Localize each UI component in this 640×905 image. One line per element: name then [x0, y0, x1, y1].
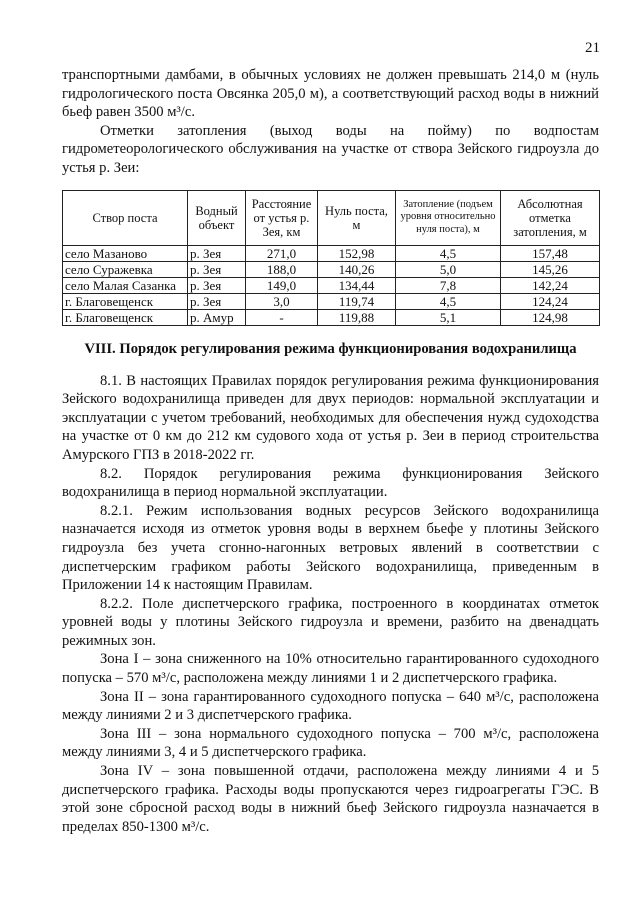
page-number: 21 — [585, 40, 600, 56]
cell-distance: 188,0 — [246, 261, 318, 277]
cell-distance: 149,0 — [246, 277, 318, 293]
paragraph-zone-1: Зона I – зона сниженного на 10% относительно гарантированного судоходного попуска – 570 м³/с, расположена между линиями 1 и 2 диспетчерского графика. — [62, 651, 599, 687]
table-row — [63, 245, 600, 261]
paragraph-zone-3: Зона III – зона нормального судоходного попуска – 700 м³/с, расположена между линиями 3, 4 и 5 диспетчерского графика. — [62, 725, 599, 761]
paragraph-8-1: 8.1. В настоящих Правилах порядок регулирования режима функционирования Зейского водохранилища приведен для двух периодов: нормальной эксплуатации и эксплуатации с учетом требований, необходимых для обеспечения нужд судоходства на участке от 0 км до 212 км судового хода от устья р. Зеи в период строительства Амурского ГПЗ в 2018-2022 гг. — [62, 372, 599, 463]
table-row — [63, 277, 600, 293]
cell-flooding: 5,1 — [396, 309, 501, 325]
table-row — [63, 261, 600, 277]
cell-water-body: р. Зея — [188, 261, 246, 277]
intro-paragraph-1: транспортными дамбами, в обычных условиях не должен превышать 214,0 м (нуль гидрологического поста Овсянка 205,0 м), а соответствующий расход воды в нижний бьеф равен 3500 м³/с. — [62, 67, 599, 121]
cell-zero: 152,98 — [318, 245, 396, 261]
header-station: Створ поста — [63, 190, 188, 245]
cell-station: село Мазаново — [63, 245, 188, 261]
cell-absolute: 157,48 — [501, 245, 600, 261]
intro-paragraph-2: Отметки затопления (выход воды на пойму) по водпостам гидрометеорологического обслуживания на участке от створа Зейского гидроузла до устья р. Зеи: — [62, 122, 599, 176]
cell-flooding: 4,5 — [396, 293, 501, 309]
cell-absolute: 124,98 — [501, 309, 600, 325]
header-distance: Расстояние от устья р. Зея, км — [246, 190, 318, 245]
cell-water-body: р. Зея — [188, 293, 246, 309]
cell-absolute: 142,24 — [501, 277, 600, 293]
cell-flooding: 5,0 — [396, 261, 501, 277]
flood-marks-table — [62, 190, 600, 326]
cell-flooding: 7,8 — [396, 277, 501, 293]
cell-distance: - — [246, 309, 318, 325]
cell-station: село Малая Сазанка — [63, 277, 188, 293]
cell-station: г. Благовещенск — [63, 309, 188, 325]
cell-water-body: р. Амур — [188, 309, 246, 325]
cell-distance: 271,0 — [246, 245, 318, 261]
cell-zero: 119,88 — [318, 309, 396, 325]
header-zero: Нуль поста, м — [318, 190, 396, 245]
cell-absolute: 124,24 — [501, 293, 600, 309]
cell-water-body: р. Зея — [188, 277, 246, 293]
document-body — [62, 66, 599, 836]
table-row — [63, 309, 600, 325]
paragraph-zone-4: Зона IV – зона повышенной отдачи, расположена между линиями 4 и 5 диспетчерского графика. Расходы воды пропускаются через гидроагрегаты ГЭС. В этой зоне сбросной расход воды в нижний бьеф Зейского гидроузла назначается в пределах 850-1300 м³/с. — [62, 763, 599, 835]
paragraph-8-2: 8.2. Порядок регулирования режима функционирования Зейского водохранилища в период нормальной эксплуатации. — [62, 465, 599, 501]
cell-station: г. Благовещенск — [63, 293, 188, 309]
cell-distance: 3,0 — [246, 293, 318, 309]
cell-water-body: р. Зея — [188, 245, 246, 261]
header-absolute: Абсолютная отметка затопления, м — [501, 190, 600, 245]
cell-zero: 134,44 — [318, 277, 396, 293]
cell-zero: 140,26 — [318, 261, 396, 277]
paragraph-8-2-2: 8.2.2. Поле диспетчерского графика, построенного в координатах отметок уровней воды у плотины Зейского гидроузла и времени, разбито на двенадцать режимных зон. — [62, 595, 599, 649]
cell-absolute: 145,26 — [501, 261, 600, 277]
header-water-body: Водный объект — [188, 190, 246, 245]
section-title: VIII. Порядок регулирования режима функционирования водохранилища — [84, 340, 577, 357]
cell-flooding: 4,5 — [396, 245, 501, 261]
table-header-row — [63, 190, 600, 245]
header-flooding: Затопление (подъем уровня относительно нуля поста), м — [396, 190, 501, 245]
paragraph-8-2-1: 8.2.1. Режим использования водных ресурсов Зейского водохранилища назначается исходя из отметок уровня воды в верхнем бьефе у плотины Зейского гидроузла без учета сгонно-нагонных ветровых явлений в соответствии с диспетчерским графиком работы Зейского водохранилища, приведенным в Приложении 14 к настоящим Правилам. — [62, 502, 599, 594]
cell-zero: 119,74 — [318, 293, 396, 309]
paragraph-zone-2: Зона II – зона гарантированного судоходного попуска – 640 м³/с, расположена между линиями 2 и 3 диспетчерского графика. — [62, 688, 599, 724]
table-row — [63, 293, 600, 309]
cell-station: село Суражевка — [63, 261, 188, 277]
